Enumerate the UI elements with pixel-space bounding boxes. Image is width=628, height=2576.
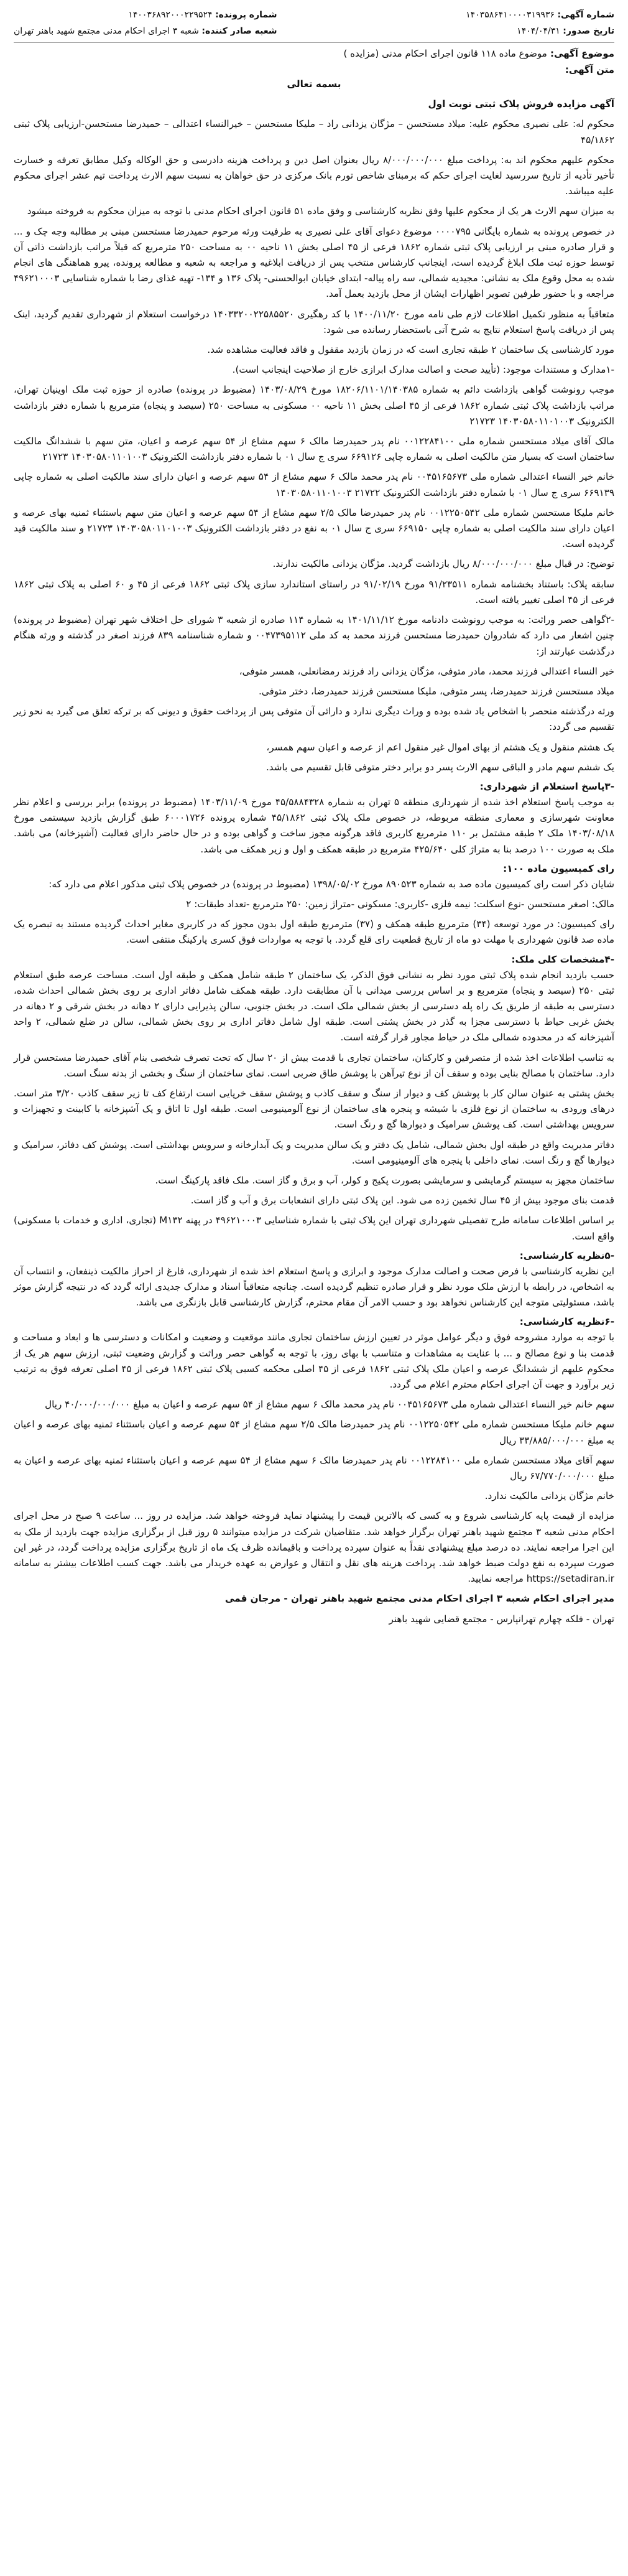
subject-value: موضوع ماده ۱۱۸ قانون اجرای احکام مدنی (مزایده ): [343, 48, 547, 59]
body-paragraph: این نظریه کارشناسی با فرض صحت و اصالت مدارک موجود و ابرازی و پاسخ استعلام اخذ شده از شهرداری، فارغ از احراز مالکیت ذینفعان، و انتساب آن به اشخاص، در رابطه با ارزش ملک مورد نظر و قرار صادره تنظیم گردیده است. چنانچه متعاقباً اسناد و مدارک جدیدی ارائه گردد که در نتیجه گزارش موثر باشد، مسئولیتی متوجه این کارشناس نخواهد بود و حسب الامر آن مقام محترم، گزارش کارشناسی قابل بازنگری می باشد.: [14, 1265, 614, 1309]
body-paragraph: به موجب پاسخ استعلام اخذ شده از شهرداری منطقه ۵ تهران به شماره ۴۵/۵۸۸۴۳۲۸ مورخ ۱۴۰۳/۱۱/۰۹ (مضبوط در پرونده) برابر بررسی و اعلام نظر معاونت شهرسازی و معماری منطقه مربوطه، در خصوص ملک پلاک ثبتی ۴۵/۱۸۶۲ شماره پرونده ۶۰۰۰۱۷۲۶ طبق گزارش بازدید سیستمی مورخ ۱۴۰۳/۰۸/۱۸ ملک ۲ طبقه مشتمل بر ۱۱۰ مترمربع کاربری فاقد هرگونه مجوز ساخت و گواهی بوده و در حال حاضر دارای فعالیت (آشپزخانه) می باشد. ملک به صورت ۱۰۰ درصد بنا به متراژ کلی ۴۲۵/۶۴۰ مترمربع در طبقه همکف و اول و زیر همکف می باشد.: [14, 796, 615, 855]
subject-label: موضوع آگهی:: [550, 48, 614, 59]
body-paragraph: دفاتر مدیریت واقع در طبقه اول بخش شمالی، شامل یک دفتر و یک سالن مدیریت و یک آبدارخانه و سرویس بهداشتی است. پوشش کف دفاتر، سرامیک و دیوارها گچ و رنگ است. نمای داخلی با پنجره های آلومینیومی است.: [14, 1139, 614, 1166]
body-paragraph: خیر النساء اعتدالی فرزند محمد، مادر متوفی، مژگان یزدانی راد فرزند رمضانعلی، همسر متوفی،: [239, 665, 614, 677]
branch-row: [14, 25, 277, 37]
body-paragraph: سهم خانم خیر النساء اعتدالی شماره ملی ۰۰۴۵۱۶۵۶۷۳ نام پدر محمد مالک ۶ سهم مشاع از ۵۴ سهم عرصه و اعیان به مبلغ ۴۰/۰۰۰/۰۰۰/۰۰۰ ریال: [45, 1399, 614, 1411]
body-paragraph: -۱مدارک و مستندات موجود: (تأیید صحت و اصالت مدارک ابرازی خارج از صلاحیت اینجانب است).: [232, 364, 614, 376]
body-label: متن آگهی:: [565, 64, 614, 75]
section-heading: -۵نظریه کارشناسی:: [519, 1249, 614, 1261]
body-paragraph: به تناسب اطلاعات اخذ شده از متصرفین و کارکنان، ساختمان تجاری با قدمت بیش از ۲۰ سال که تحت تصرف شخصی بنام آقای حمیدرضا مستحسن قرار دارد. ساختمان با مصالح بنایی بوده و سقف آن از نوع تیرآهن با پوشش طاق ضربی است. نمای ساختمان از سنگ و بخشی از بدنه سنگ است.: [14, 1052, 615, 1079]
body-paragraph: متعاقباً به منظور تکمیل اطلاعات لازم طی نامه مورخ ۱۴۰۰/۱۱/۲۰ با کد رهگیری ۱۴۰۳۳۲۰۰۲۲۵۸۵۵۲۰ درخواست استعلام از شهرداری تقدیم گردید، اینک پس از دریافت پاسخ استعلام نتایج به شرح آتی باستحضار رسانده می شود:: [14, 308, 614, 335]
body-paragraph: آگهی مزایده فروش پلاک ثبتی نوبت اول: [428, 98, 614, 110]
case-number-label: شماره پرونده:: [215, 10, 277, 20]
ad-number-label: شماره آگهی:: [557, 10, 614, 20]
body-paragraph: بر اساس اطلاعات سامانه طرح تفصیلی شهرداری تهران این پلاک ثبتی با شماره شناسایی ۴۹۶۲۱۰۰۰۳ در پهنه M۱۳۲ (تجاری، اداری و خدمات با مسکونی) واقع است.: [14, 1215, 614, 1242]
body-paragraph: ساختمان مجهز به سیستم گرمایشی و سرمایشی بصورت پکیج و کولر، آب و برق و گاز است. ملک فاقد پارکینگ است.: [155, 1174, 614, 1186]
body-paragraph: خانم ملیکا مستحسن شماره ملی ۰۰۱۲۲۵۰۵۴۲ نام پدر حمیدرضا مالک ۲/۵ سهم مشاع از ۵۴ سهم عرصه و اعیان متن سهم باستثناء ثمنیه بهای عرصه و اعیان دارای سند مالکیت اصلی به شماره چاپی ۶۶۹۱۵۰ سری ج سال ۰۱ به نفع در دفتر بازداشت الکترونیک ۱۴۰۳۰۵۸۰۱۱۰۱۰۰۳ ۲۱۷۲۳ و سند مالکیت قید گردیده است.: [14, 506, 615, 550]
header-right-column: [466, 9, 614, 37]
ad-number-row: [466, 9, 614, 21]
section-heading: -۴مشخصات کلی ملک:: [511, 953, 614, 965]
branch-value: شعبه ۳ اجرای احکام مدنی مجتمع شهید باهنر تهران: [14, 26, 199, 36]
header-left-column: [14, 9, 277, 37]
issue-date-label: تاریخ صدور:: [563, 26, 614, 36]
body-paragraph: خانم مژگان یزدانی مالکیت ندارد.: [484, 1490, 614, 1502]
body-paragraph: توضیح: در قبال مبلغ ۸/۰۰۰/۰۰۰/۰۰۰ ریال بازداشت گردید. مژگان یزدانی مالکیت ندارند.: [272, 558, 614, 570]
body-paragraph: سابقه پلاک: باستناد بخشنامه شماره ۹۱/۲۳۵۱۱ مورخ ۹۱/۰۲/۱۹ در راستای استاندارد سازی پلاک ثبتی ۱۸۶۲ فرعی از ۴۵ و ۶۰ اصلی به پلاک ثبتی ۱۸۶۲ فرعی از ۴۵ اصلی تغییر یافته است.: [14, 578, 615, 605]
body-paragraph: سهم خانم ملیکا مستحسن شماره ملی ۰۰۱۲۲۵۰۵۴۲ نام پدر حمیدرضا مالک ۲/۵ سهم مشاع از ۵۴ سهم عرصه و اعیان باستثناء ثمنیه بهای عرصه و اعیان به مبلغ ۳۳/۸۸۵/۰۰۰/۰۰۰ ریال: [14, 1419, 614, 1446]
body-paragraph: یک ششم سهم مادر و الباقی سهم الارث پسر دو برابر دختر متوفی قابل تقسیم می باشد.: [266, 761, 614, 773]
body-paragraph: سهم آقای میلاد مستحسن شماره ملی ۰۰۱۲۲۸۴۱۰۰ نام پدر حمیدرضا مالک ۶ سهم مشاع از ۵۴ سهم عرصه و اعیان باستثناء ثمنیه بهای عرصه و اعیان به مبلغ ۶۷/۷۷۰/۰۰۰/۰۰۰ ریال: [14, 1454, 614, 1482]
branch-label: شعبه صادر کننده:: [201, 26, 277, 36]
body-paragraph: بخش پشتی به عنوان سالن کار با پوشش کف و دیوار از سنگ و سقف کاذب و پوشش سقف خرپایی است ارتفاع کف تا زیر سقف کاذب ۳/۲۰ متر است. درهای ورودی به ساختمان از نوع فلزی با شیشه و پنجره های ساختمان از نوع آلومینیومی است. طبقه اول تا اتاق و یک آشپزخانه با کابینت و تجهیزات و سرویس بهداشتی است. کف پوشش سرامیک و دیوارها گچ و رنگ است.: [14, 1087, 614, 1131]
body-paragraph: به میزان سهم الارث هر یک از محکوم علیها وفق نظریه کارشناسی و وفق ماده ۵۱ قانون اجرای احکام مدنی با توجه به میزان محکوم به فروخته میشود: [27, 205, 614, 217]
body-paragraph: -۲گواهی حصر وراثت: به موجب رونوشت دادنامه مورخ ۱۴۰۱/۱۱/۱۲ به شماره ۱۱۴ صادره از شعبه ۳ شورای حل اختلاف شهر تهران (مضبوط در پرونده) چنین اشعار می دارد که شادروان حمیدرضا مستحسن فرزند محمد به کد ملی ۰۰۴۷۳۹۵۱۱۲ و شماره شناسنامه ۸۳۹ فرزند اصغر در گذشته و ورثه هنگام درگذشت عبارتند از:: [14, 614, 614, 657]
section-heading: -۳پاسخ استعلام از شهرداری:: [479, 780, 614, 792]
case-number-value: ۱۴۰۰۳۶۸۹۲۰۰۰۲۲۹۵۲۴: [128, 10, 213, 20]
section-heading: رای کمیسیون ماده ۱۰۰:: [503, 862, 614, 874]
body-paragraph: خانم خیر النساء اعتدالی شماره ملی ۰۰۴۵۱۶۵۶۷۳ نام پدر محمد مالک ۶ سهم مشاع از ۵۴ سهم عرصه و اعیان دارای سند مالکیت اصلی به شماره چاپی ۶۶۹۱۳۹ سری ج سال ۰۱ با شماره دفتر بازداشت الکترونیک ۲۱۷۲۲ ۱۴۰۳۰۵۸۰۱۱۰۱۰۰۳: [14, 471, 614, 498]
body-paragraph: در خصوص پرونده به شماره بایگانی ۰۰۰۰۷۹۵ موضوع دعوای آقای علی نصیری به طرفیت ورثه مرحوم حمیدرضا مستحسن مبنی بر مطالبه وجه چک و ... و قرار صادره مبنی بر ارزیابی پلاک ثبتی شماره ۱۸۶۲ فرعی از ۴۵ اصلی بخش ۱۱ ناحیه ۰۰ به مساحت ۲۵۰ مترمربع که قبلاً مراتب بازداشت ذاتی آن توسط حوزه ثبت ملک ابلاغ گردیده است، اینجانب کارشناس منتخب پس از دریافت ابلاغیه و مراجعه به شعبه و مطالعه پرونده، پیرو هماهنگی های انجام شده به محل وقوع ملک به نشانی: مجیدیه شمالی، سه راه پیاله- ابتدای خیابان ابوالحسنی- پلاک ۱۳۶ و ۱۳۴- تهیه غذای رضا با شماره شناسایی ۴۹۶۲۱۰۰۰۳ مراجعه و با حضور طرفین تصویر اظهارات ایشان از محل بازدید بعمل آمد.: [14, 225, 615, 300]
ad-subject: [14, 48, 614, 59]
body-paragraph: مزایده از قیمت پایه کارشناسی شروع و به کسی که بالاترین قیمت را پیشنهاد نماید فروخته خواهد شد. مزایده در روز ... ساعت ۹ صبح در محل اجرای احکام مدنی شعبه ۳ مجتمع شهید باهنر تهران برگزار خواهد شد. متقاضیان شرکت در مزایده میتوانند ۵ روز قبل از برگزاری مزایده جهت بازدید از ملک به این اجرا مراجعه نمایند. ده درصد مبلغ پیشنهادی نقداً به عنوان سپرده پرداخت و باقیمانده ظرف یک ماه از تاریخ برگزاری مزایده پرداخت گردد، در غیر این صورت سپرده به نفع دولت ضبط خواهد شد. پرداخت هزینه های نقل و انتقال و عوارض به عهده خریدار می باشد. جهت کسب اطلاعات بیشتر به سامانه https://setadiran.ir مراجعه نمایید.: [14, 1510, 615, 1585]
body-paragraph: میلاد مستحسن فرزند حمیدرضا، پسر متوفی، ملیکا مستحسن فرزند حمیدرضا، دختر متوفی.: [258, 685, 614, 697]
section-heading: -۶نظریه کارشناسی:: [519, 1316, 614, 1328]
body-paragraph: محکوم علیهم محکوم اند به: پرداخت مبلغ ۸/۰۰۰/۰۰۰/۰۰۰ ریال بعنوان اصل دین و پرداخت هزینه دادرسی و حق الوکاله وکیل مطابق تعرفه و خسارت تأخیر تأدیه از تاریخ سررسید لغایت اجرای حکم که برمبنای شاخص تورم بانک مرکزی در حق خواهان به نسبت سهم الارث پرداخت تیم عشر اجرای محکوم علیه میباشد.: [14, 154, 614, 197]
body-paragraph: مالک آقای میلاد مستحسن شماره ملی ۰۰۱۲۲۸۴۱۰۰ نام پدر حمیدرضا مالک ۶ سهم مشاع از ۵۴ سهم عرصه و اعیان، متن سهم با ششدانگ مالکیت ساختمان است که بسیار متن مالکیت اصلی به شماره چاپی ۶۶۹۱۲۶ سری ج سال ۰۱ با شماره دفتر بازداشت الکترونیک ۱۴۰۳۰۵۸۰۱۱۰۱۰۰۳ ۲۱۷۲۳: [14, 436, 614, 463]
body-paragraph: تهران - فلکه چهارم تهرانپارس - مجتمع قضایی شهید باهنر: [389, 1613, 614, 1625]
issue-date-value: ۱۴۰۴/۰۴/۳۱: [517, 26, 560, 36]
body-paragraph: مدیر اجرای احکام شعبه ۳ اجرای احکام مدنی مجتمع شهید باهنر تهران - مرجان قمی: [224, 1593, 614, 1605]
body-paragraph: رای کمیسیون: در مورد توسعه (۳۴) مترمربع طبقه همکف و (۳۷) مترمربع طبقه اول بدون مجوز که در کاربری مغایر احداث گردیده مستند به تبصره یک ماده صد قانون شهرداری با مهلت دو ماه از تاریخ قطعیت رای قلع گردد. با توجه به مواردات فوق کسری پارکینگ منتفی است.: [14, 918, 615, 946]
body-paragraph: قدمت بنای موجود بیش از ۴۵ سال تخمین زده می شود. این پلاک ثبتی دارای انشعابات برق و آب و گاز است.: [190, 1195, 614, 1206]
body-paragraph: بسمه تعالی: [287, 78, 341, 90]
body-paragraph: مورد کارشناسی یک ساختمان ۲ طبقه تجاری است که در زمان بازدید مقفول و فاقد فعالیت مشاهده شد.: [207, 344, 614, 356]
body-paragraph: با توجه به موارد مشروحه فوق و دیگر عوامل موثر در تعیین ارزش ساختمان تجاری مانند موقعیت و وضعیت و امکانات و دسترسی ها و ابعاد و مساحت و قدمت بنا و نوع مصالح و ... با عنایت به مشاهدات و متناسب با بهای روز، با توجه به گواهی حصر وراثت و گزارش وضعیت ثبتی، ارزش سهم هر یک از محکوم علیهم از ششدانگ عرصه و اعیان ملک پلاک ثبتی ۱۸۶۲ فرعی از ۴۵ اصلی محکمه کسبی پلاک ثبتی ۱۸۶۲ فرعی از ۴۵ اصلی تعرفه فوق به ترتیب زیر برآورد و جهت آن اجرای احکام محترم اعلام می گردد.: [14, 1332, 614, 1391]
body-paragraph: شایان ذکر است رای کمیسیون ماده صد به شماره ۸۹۰۵۲۳ مورخ ۱۳۹۸/۰۵/۰۲ (مضبوط در پرونده) در خصوص پلاک ثبتی مذکور اعلام می دارد که:: [48, 878, 614, 890]
body-paragraph: محکوم له: علی نصیری محکوم علیه: میلاد مستحسن – مژگان یزدانی راد – ملیکا مستحسن – خیرالنساء اعتدالی – حمیدرضا مستحسن-ارزیابی پلاک ثبتی ۴۵/۱۸۶۲: [14, 118, 614, 146]
issue-date-row: [466, 25, 614, 37]
body-paragraph: مالک: اصغر مستحسن -نوع اسکلت: نیمه فلزی -کاربری: مسکونی -متراژ زمین: ۲۵۰ مترمربع -تعداد طبقات: ۲: [186, 898, 614, 910]
body-paragraph: موجب رونوشت گواهی بازداشت دائم به شماره ۱۸۲۰۶/۱۱۰۱/۱۴۰۳۸۵ مورخ ۱۴۰۳/۰۸/۲۹ (مضبوط در پرونده) صادره از حوزه ثبت ملک اوینیان تهران، مراتب بازداشت پلاک ثبتی شماره ۱۸۶۲ فرعی از ۴۵ اصلی بخش ۱۱ ناحیه ۰۰ مسکونی به مساحت ۲۵۰ (سیصد و پنجاه) مترمربع با شماره دفتر بازداشت الکترونیک ۱۴۰۳۰۵۸۰۱۱۰۱۰۰۳ ۲۱۷۲۳: [14, 384, 614, 427]
body-paragraph: یک هشتم منقول و یک هشتم از بهای اموال غیر منقول اعم از عرصه و اعیان سهم همسر،: [266, 741, 614, 753]
body-paragraph: حسب بازدید انجام شده پلاک ثبتی مورد نظر به نشانی فوق الذکر، یک ساختمان ۲ طبقه شامل همکف و طبقه اول است. مساحت عرصه طبق استعلام ثبتی ۲۵۰ (سیصد و پنجاه) مترمربع و بر اساس بررسی میدانی با آن مطابقت دارد. طبقه همکف شامل دفاتر اداری بر روی بخش شمالی احداث شده، دسترسی به طبقه از طریق یک راه پله دسترسی از بخش شمالی ملک است. در بخش جنوبی، سالن پذیرایی دارای ۲ دهانه در بخش شرقی و ۲ دهانه در بخش غربی حیاط با دسترسی مجزا به گذر در بخش پشتی است. طبقه اول شامل دفاتر اداری بر روی بخش شمالی، سالن در ضلع شمالی، ۲ واحد آشپزخانه که در محدوده شمالی ملک در حیاط مجاور قرار گرفته است.: [14, 969, 615, 1043]
case-number-row: [14, 9, 277, 21]
body-paragraph: ورثه درگذشته منحصر با اشخاص یاد شده بوده و وراث دیگری ندارد و دارائی آن متوفی پس از پرداخت حقوق و دیونی که بر ترکه تعلق می گیرد به نحو زیر تقسیم می گردد:: [14, 706, 614, 733]
ad-header: [14, 9, 614, 43]
ad-body: [14, 77, 614, 1627]
ad-number-value: ۱۴۰۳۵۸۶۴۱۰۰۰۰۳۱۹۹۳۶: [466, 10, 555, 20]
